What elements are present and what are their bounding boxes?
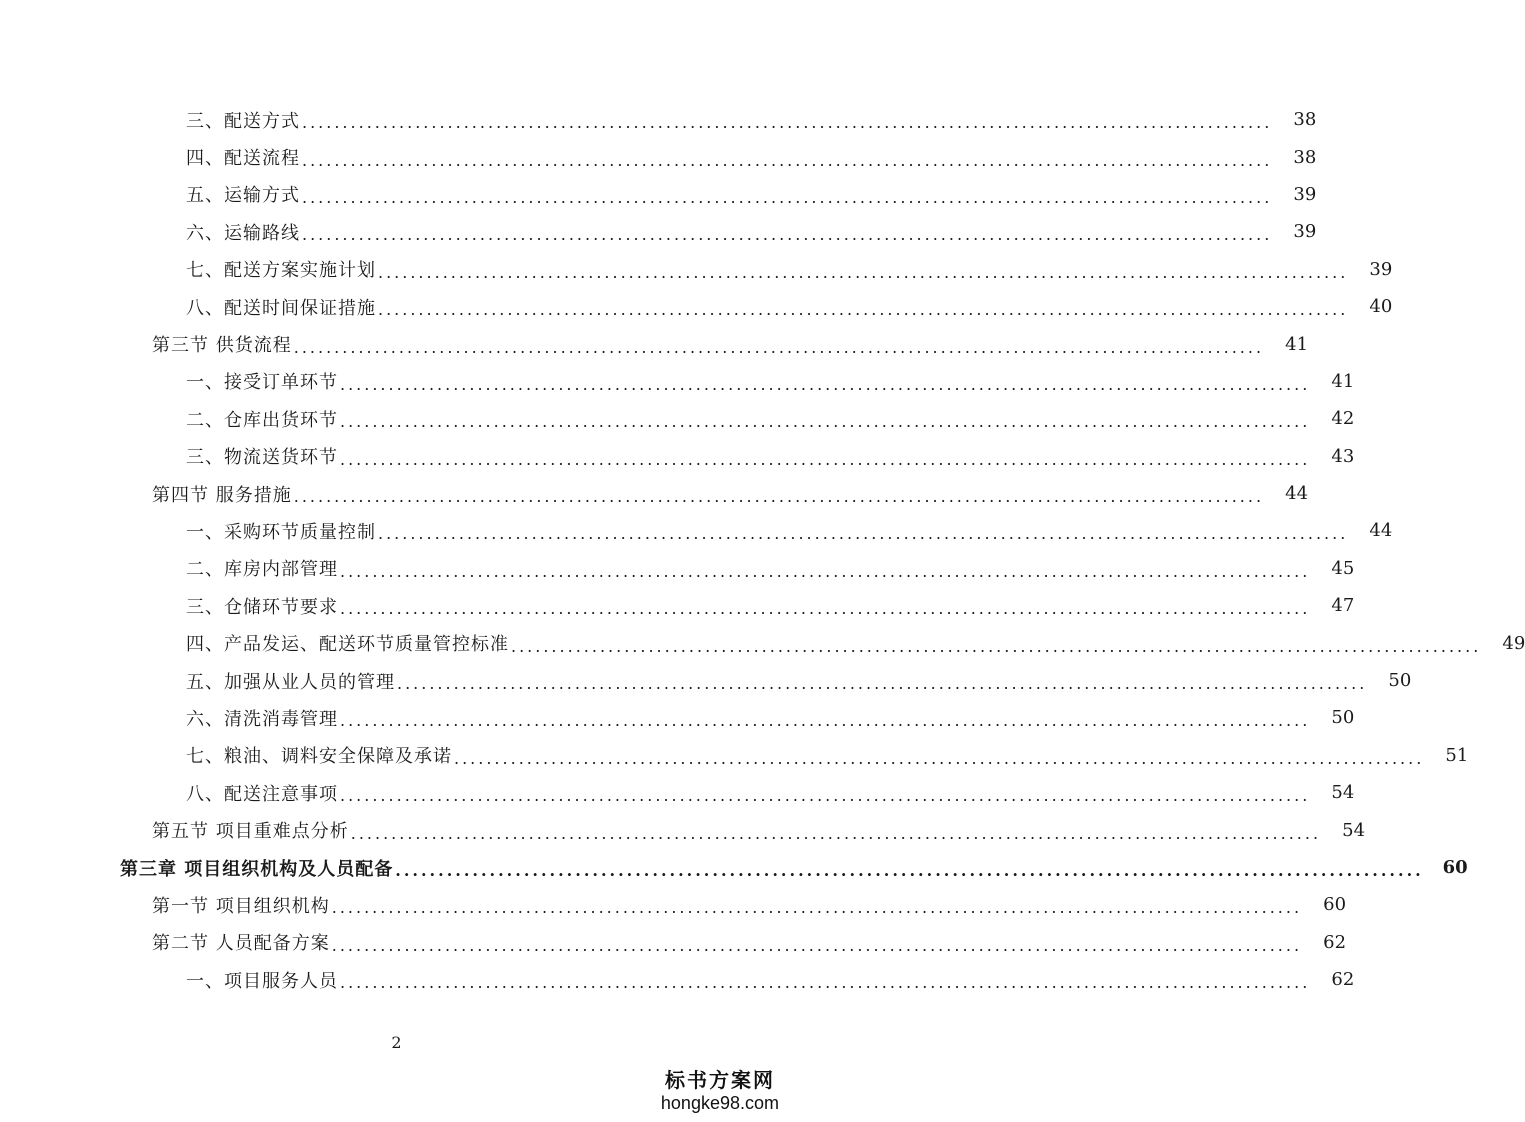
toc-dot-leader: ........................................................................................................................ bbox=[340, 599, 1311, 619]
toc-entry-title: 七、粮油、调料安全保障及承诺 bbox=[186, 746, 452, 768]
toc-entry-title: 四、产品发运、配送环节质量管控标准 bbox=[186, 634, 509, 656]
toc-page-number: 38 bbox=[1293, 109, 1317, 131]
toc-item-entry[interactable] bbox=[0, 587, 1355, 624]
toc-page-number: 44 bbox=[1285, 483, 1309, 505]
toc-entry-title: 第一节 项目组织机构 bbox=[152, 895, 330, 917]
toc-page-number: 42 bbox=[1331, 408, 1355, 430]
toc-item-entry[interactable] bbox=[0, 774, 1355, 811]
toc-page-number: 41 bbox=[1285, 333, 1309, 355]
toc-item-entry[interactable] bbox=[0, 662, 1412, 699]
toc-page-number: 39 bbox=[1293, 221, 1317, 243]
toc-page-number: 62 bbox=[1331, 969, 1355, 991]
toc-page-number: 38 bbox=[1293, 146, 1317, 168]
toc-entry-title: 第四节 服务措施 bbox=[152, 484, 292, 506]
toc-page-number: 47 bbox=[1331, 595, 1355, 617]
toc-dot-leader: ........................................................................................................................ bbox=[302, 113, 1273, 133]
toc-entry-title: 六、运输路线 bbox=[186, 222, 300, 244]
toc-item-entry[interactable] bbox=[0, 251, 1393, 288]
toc-page-number: 40 bbox=[1369, 296, 1393, 318]
toc-dot-leader: ........................................................................................................................ bbox=[397, 674, 1368, 694]
toc-entry-title: 八、配送时间保证措施 bbox=[186, 297, 376, 319]
toc-page-number: 50 bbox=[1331, 707, 1355, 729]
toc-item-entry[interactable] bbox=[0, 624, 1525, 661]
toc-item-entry[interactable] bbox=[0, 699, 1355, 736]
toc-page-number: 44 bbox=[1369, 520, 1393, 542]
toc-page-number: 54 bbox=[1342, 819, 1366, 841]
toc-dot-leader: ........................................................................................................................ bbox=[340, 711, 1311, 731]
toc-section-entry[interactable] bbox=[0, 924, 1347, 961]
toc-page-number: 62 bbox=[1323, 931, 1347, 953]
toc-dot-leader: ........................................................................................................................ bbox=[331, 898, 1303, 918]
toc-item-entry[interactable] bbox=[0, 550, 1355, 587]
toc-page-number: 50 bbox=[1388, 670, 1412, 692]
toc-page-number: 51 bbox=[1445, 744, 1469, 766]
toc-item-entry[interactable] bbox=[0, 737, 1469, 774]
page-number: 2 bbox=[391, 1033, 402, 1052]
toc-entry-title: 三、物流送货环节 bbox=[186, 447, 338, 469]
watermark-url: hongke98.com bbox=[660, 1093, 779, 1113]
toc-entry-title: 二、库房内部管理 bbox=[186, 559, 338, 581]
toc-dot-leader: ........................................................................................................................ bbox=[378, 524, 1349, 544]
toc-item-entry[interactable] bbox=[0, 438, 1355, 475]
toc-page-number: 39 bbox=[1369, 258, 1393, 280]
toc-entry-title: 一、接受订单环节 bbox=[186, 372, 338, 394]
toc-chapter-entry[interactable] bbox=[0, 849, 1468, 886]
toc-item-entry[interactable] bbox=[0, 213, 1317, 250]
toc-page-number: 60 bbox=[1323, 894, 1347, 916]
table-of-contents bbox=[0, 101, 1525, 998]
toc-entry-title: 第五节 项目重难点分析 bbox=[152, 821, 349, 843]
toc-page-number: 54 bbox=[1331, 782, 1355, 804]
toc-entry-title: 二、仓库出货环节 bbox=[186, 409, 338, 431]
toc-dot-leader: ........................................................................................................................ bbox=[340, 786, 1311, 806]
toc-page-number: 60 bbox=[1442, 857, 1468, 878]
toc-item-entry[interactable] bbox=[0, 176, 1317, 213]
toc-item-entry[interactable] bbox=[0, 961, 1355, 998]
toc-dot-leader: ........................................................................................................................ bbox=[340, 973, 1311, 993]
toc-dot-leader: ........................................................................................................................ bbox=[331, 935, 1303, 955]
toc-page-number: 41 bbox=[1331, 370, 1355, 392]
toc-section-entry[interactable] bbox=[0, 811, 1366, 848]
toc-item-entry[interactable] bbox=[0, 288, 1393, 325]
toc-dot-leader: ........................................................................................................................ bbox=[395, 861, 1424, 880]
toc-item-entry[interactable] bbox=[0, 363, 1355, 400]
toc-dot-leader: ........................................................................................................................ bbox=[378, 300, 1349, 320]
toc-entry-title: 五、运输方式 bbox=[186, 185, 300, 207]
toc-dot-leader: ........................................................................................................................ bbox=[454, 748, 1425, 768]
toc-dot-leader: ........................................................................................................................ bbox=[340, 412, 1311, 432]
toc-entry-title: 六、清洗消毒管理 bbox=[186, 708, 338, 730]
toc-entry-title: 一、项目服务人员 bbox=[186, 970, 338, 992]
toc-dot-leader: ........................................................................................................................ bbox=[340, 374, 1311, 394]
toc-dot-leader: ........................................................................................................................ bbox=[302, 187, 1273, 207]
toc-item-entry[interactable] bbox=[0, 512, 1393, 549]
toc-item-entry[interactable] bbox=[0, 400, 1355, 437]
toc-dot-leader: ........................................................................................................................ bbox=[293, 337, 1265, 357]
watermark bbox=[661, 1064, 779, 1114]
toc-entry-title: 一、采购环节质量控制 bbox=[186, 521, 376, 543]
toc-page-number: 39 bbox=[1293, 183, 1317, 205]
toc-dot-leader: ........................................................................................................................ bbox=[340, 561, 1311, 581]
toc-dot-leader: ........................................................................................................................ bbox=[293, 487, 1265, 507]
toc-entry-title: 第三章 项目组织机构及人员配备 bbox=[120, 858, 394, 880]
toc-page-number: 45 bbox=[1331, 557, 1355, 579]
toc-entry-title: 四、配送流程 bbox=[186, 148, 300, 170]
toc-page-number: 49 bbox=[1502, 632, 1525, 654]
toc-item-entry[interactable] bbox=[0, 138, 1317, 175]
toc-dot-leader: ........................................................................................................................ bbox=[302, 225, 1273, 245]
toc-section-entry[interactable] bbox=[0, 475, 1309, 512]
toc-dot-leader: ........................................................................................................................ bbox=[350, 823, 1322, 843]
toc-entry-title: 五、加强从业人员的管理 bbox=[186, 671, 395, 693]
toc-dot-leader: ........................................................................................................................ bbox=[378, 262, 1349, 282]
toc-dot-leader: ........................................................................................................................ bbox=[340, 449, 1311, 469]
toc-entry-title: 第三节 供货流程 bbox=[152, 335, 292, 357]
toc-section-entry[interactable] bbox=[0, 886, 1347, 923]
watermark-title: 标书方案网 bbox=[664, 1070, 775, 1092]
toc-entry-title: 八、配送注意事项 bbox=[186, 783, 338, 805]
toc-item-entry[interactable] bbox=[0, 101, 1317, 138]
toc-section-entry[interactable] bbox=[0, 325, 1309, 362]
toc-entry-title: 三、配送方式 bbox=[186, 110, 300, 132]
toc-page-number: 43 bbox=[1331, 445, 1355, 467]
toc-dot-leader: ........................................................................................................................ bbox=[302, 150, 1273, 170]
toc-entry-title: 七、配送方案实施计划 bbox=[186, 260, 376, 282]
toc-entry-title: 三、仓储环节要求 bbox=[186, 596, 338, 618]
toc-entry-title: 第二节 人员配备方案 bbox=[152, 933, 330, 955]
toc-dot-leader: ........................................................................................................................ bbox=[511, 636, 1482, 656]
